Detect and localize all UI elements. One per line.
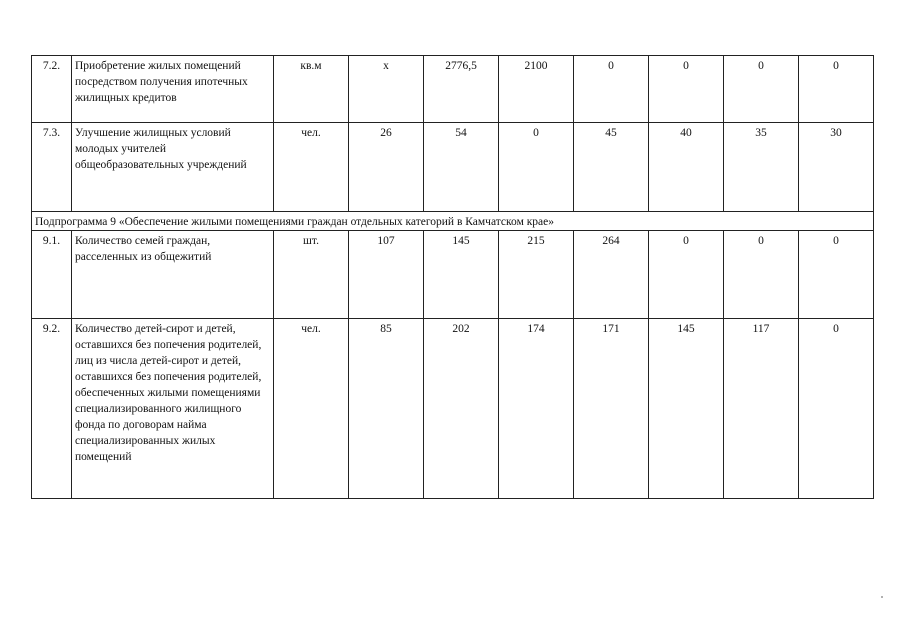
value-cell: 0 <box>574 56 649 123</box>
table-row <box>32 123 874 212</box>
table-row <box>32 56 874 123</box>
indicators-table <box>31 55 874 499</box>
value-cell: 107 <box>349 231 424 319</box>
unit-cell: чел. <box>274 319 349 499</box>
value-cell: 30 <box>799 123 874 212</box>
scan-speck <box>881 596 883 598</box>
value-cell: 0 <box>649 56 724 123</box>
unit-cell: шт. <box>274 231 349 319</box>
value-cell: 145 <box>424 231 499 319</box>
value-cell: 215 <box>499 231 574 319</box>
value-cell: х <box>349 56 424 123</box>
value-cell: 0 <box>724 231 799 319</box>
section-header-row <box>32 212 874 231</box>
value-cell: 2100 <box>499 56 574 123</box>
value-cell: 2776,5 <box>424 56 499 123</box>
value-cell: 202 <box>424 319 499 499</box>
row-number: 9.2. <box>32 319 72 499</box>
indicator-name: Улучшение жилищных условий молодых учителей общеобразовательных учреждений <box>72 123 274 212</box>
value-cell: 145 <box>649 319 724 499</box>
value-cell: 174 <box>499 319 574 499</box>
subprogram-title: Подпрограмма 9 «Обеспечение жилыми помещениями граждан отдельных категорий в Камчатском крае» <box>32 212 874 231</box>
value-cell: 117 <box>724 319 799 499</box>
indicator-name: Количество семей граждан, расселенных из общежитий <box>72 231 274 319</box>
value-cell: 0 <box>649 231 724 319</box>
row-number: 7.3. <box>32 123 72 212</box>
value-cell: 85 <box>349 319 424 499</box>
indicator-name: Количество детей-сирот и детей, оставшихся без попечения родителей, лиц из числа детей-сирот и детей, оставшихся без попечения родителей, обеспеченных жилыми помещениями специализированного жилищного фонда по договорам найма специализированных жилых помещений <box>72 319 274 499</box>
value-cell: 0 <box>799 319 874 499</box>
indicator-name: Приобретение жилых помещений посредством получения ипотечных жилищных кредитов <box>72 56 274 123</box>
value-cell: 0 <box>799 231 874 319</box>
table-row <box>32 319 874 499</box>
value-cell: 40 <box>649 123 724 212</box>
value-cell: 54 <box>424 123 499 212</box>
row-number: 9.1. <box>32 231 72 319</box>
unit-cell: кв.м <box>274 56 349 123</box>
value-cell: 171 <box>574 319 649 499</box>
value-cell: 0 <box>799 56 874 123</box>
row-number: 7.2. <box>32 56 72 123</box>
value-cell: 0 <box>724 56 799 123</box>
value-cell: 35 <box>724 123 799 212</box>
table-row <box>32 231 874 319</box>
unit-cell: чел. <box>274 123 349 212</box>
value-cell: 0 <box>499 123 574 212</box>
value-cell: 26 <box>349 123 424 212</box>
value-cell: 45 <box>574 123 649 212</box>
value-cell: 264 <box>574 231 649 319</box>
